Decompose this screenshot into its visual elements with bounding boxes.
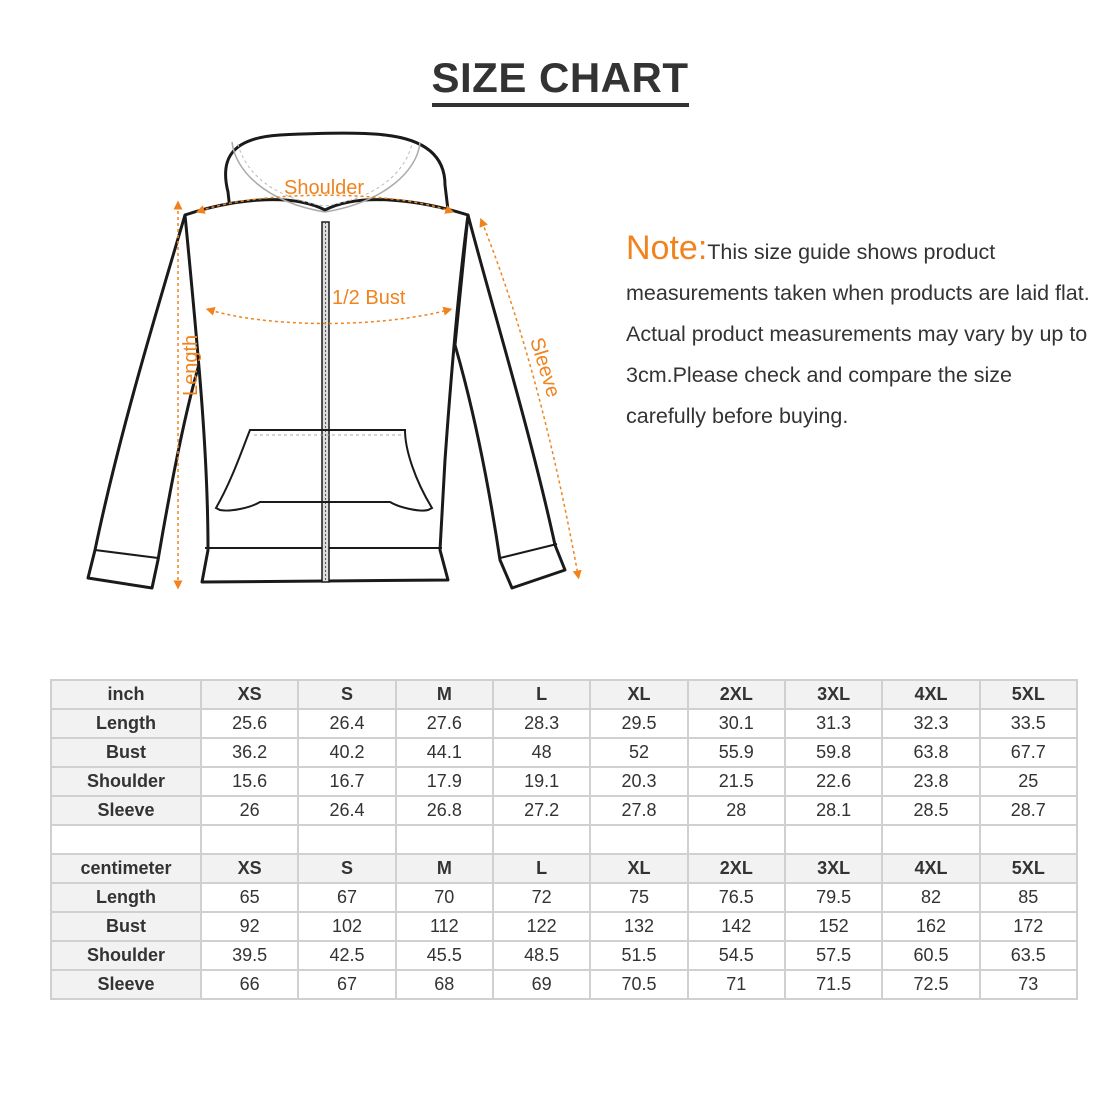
table-cell: 75 [590, 883, 687, 912]
row-label: Bust [51, 912, 201, 941]
table-cell: 26.4 [298, 796, 395, 825]
table-cell: 16.7 [298, 767, 395, 796]
note-label: Note: [626, 229, 708, 267]
row-label: Shoulder [51, 767, 201, 796]
size-header: 2XL [688, 680, 785, 709]
spacer-cell [590, 825, 687, 854]
table-cell: 45.5 [396, 941, 493, 970]
size-header: L [493, 854, 590, 883]
table-cell: 28.3 [493, 709, 590, 738]
size-header: 4XL [882, 854, 979, 883]
row-label: Bust [51, 738, 201, 767]
table-cell: 33.5 [980, 709, 1077, 738]
table-cell: 72.5 [882, 970, 979, 999]
header-row [51, 854, 1077, 883]
table-cell: 76.5 [688, 883, 785, 912]
table-cell: 36.2 [201, 738, 298, 767]
table-cell: 23.8 [882, 767, 979, 796]
table-cell: 162 [882, 912, 979, 941]
sleeve-label: Sleeve [525, 335, 565, 400]
table-cell: 85 [980, 883, 1077, 912]
table-cell: 122 [493, 912, 590, 941]
table-cell: 71.5 [785, 970, 882, 999]
spacer-cell [493, 825, 590, 854]
spacer-cell [688, 825, 785, 854]
table-cell: 51.5 [590, 941, 687, 970]
right-sleeve [455, 215, 565, 588]
table-cell: 55.9 [688, 738, 785, 767]
table-cell: 28.5 [882, 796, 979, 825]
row-label: Length [51, 709, 201, 738]
table-cell: 70.5 [590, 970, 687, 999]
size-header: M [396, 680, 493, 709]
table-cell: 54.5 [688, 941, 785, 970]
size-header: 5XL [980, 680, 1077, 709]
table-cell: 79.5 [785, 883, 882, 912]
table-cell: 28.1 [785, 796, 882, 825]
row-label: Shoulder [51, 941, 201, 970]
size-header: XL [590, 854, 687, 883]
table-cell: 15.6 [201, 767, 298, 796]
table-cell: 27.8 [590, 796, 687, 825]
size-header: 3XL [785, 854, 882, 883]
table-cell: 31.3 [785, 709, 882, 738]
table-row [51, 941, 1077, 970]
table-cell: 27.2 [493, 796, 590, 825]
table-cell: 25.6 [201, 709, 298, 738]
table-cell: 152 [785, 912, 882, 941]
table-cell: 142 [688, 912, 785, 941]
table-cell: 67 [298, 883, 395, 912]
table-row [51, 883, 1077, 912]
table-cell: 22.6 [785, 767, 882, 796]
spacer-cell [785, 825, 882, 854]
table-cell: 30.1 [688, 709, 785, 738]
table-row [51, 970, 1077, 999]
table-cell: 63.8 [882, 738, 979, 767]
table-cell: 19.1 [493, 767, 590, 796]
size-header: 5XL [980, 854, 1077, 883]
table-cell: 28.7 [980, 796, 1077, 825]
table-cell: 21.5 [688, 767, 785, 796]
table-cell: 26.8 [396, 796, 493, 825]
table-cell: 102 [298, 912, 395, 941]
left-sleeve [88, 215, 205, 588]
table-cell: 132 [590, 912, 687, 941]
spacer-cell [980, 825, 1077, 854]
size-header: 2XL [688, 854, 785, 883]
table-cell: 39.5 [201, 941, 298, 970]
table-row [51, 738, 1077, 767]
size-table [50, 679, 1078, 1000]
table-row [51, 796, 1077, 825]
spacer-cell [51, 825, 201, 854]
length-label: Length [180, 334, 202, 396]
table-cell: 40.2 [298, 738, 395, 767]
table-cell: 67.7 [980, 738, 1077, 767]
note-text: This size guide shows product measurements taken when products are laid flat. Actual product measurements may vary by up to 3cm.Please check and compare the size carefully before buying. [626, 240, 1090, 428]
table-row [51, 767, 1077, 796]
table-row [51, 912, 1077, 941]
table-cell: 32.3 [882, 709, 979, 738]
table-cell: 57.5 [785, 941, 882, 970]
table-cell: 72 [493, 883, 590, 912]
size-header: 4XL [882, 680, 979, 709]
size-header: S [298, 680, 395, 709]
table-cell: 67 [298, 970, 395, 999]
page-title-wrap [0, 54, 1120, 102]
bust-label: 1/2 Bust [332, 287, 406, 309]
size-header: 3XL [785, 680, 882, 709]
row-label: Sleeve [51, 970, 201, 999]
table-cell: 70 [396, 883, 493, 912]
table-cell: 63.5 [980, 941, 1077, 970]
size-header: XL [590, 680, 687, 709]
spacer-cell [298, 825, 395, 854]
table-cell: 20.3 [590, 767, 687, 796]
table-cell: 26 [201, 796, 298, 825]
table-cell: 71 [688, 970, 785, 999]
page-title: SIZE CHART [432, 54, 689, 107]
spacer-cell [882, 825, 979, 854]
table-cell: 42.5 [298, 941, 395, 970]
table-cell: 92 [201, 912, 298, 941]
table-cell: 172 [980, 912, 1077, 941]
table-cell: 60.5 [882, 941, 979, 970]
table-cell: 28 [688, 796, 785, 825]
row-label: Sleeve [51, 796, 201, 825]
table-cell: 27.6 [396, 709, 493, 738]
shoulder-label: Shoulder [284, 177, 365, 199]
table-cell: 17.9 [396, 767, 493, 796]
table-cell: 48 [493, 738, 590, 767]
spacer-row [51, 825, 1077, 854]
table-cell: 112 [396, 912, 493, 941]
table-cell: 69 [493, 970, 590, 999]
size-header: S [298, 854, 395, 883]
table-cell: 25 [980, 767, 1077, 796]
table-cell: 73 [980, 970, 1077, 999]
table-cell: 68 [396, 970, 493, 999]
table-cell: 48.5 [493, 941, 590, 970]
header-row [51, 680, 1077, 709]
size-header: XS [201, 680, 298, 709]
table-cell: 59.8 [785, 738, 882, 767]
note-block [626, 228, 1096, 437]
size-table-body [51, 680, 1077, 999]
hoodie-diagram [60, 130, 600, 600]
table-cell: 66 [201, 970, 298, 999]
table-cell: 29.5 [590, 709, 687, 738]
unit-header: inch [51, 680, 201, 709]
row-label: Length [51, 883, 201, 912]
spacer-cell [396, 825, 493, 854]
table-cell: 52 [590, 738, 687, 767]
table-row [51, 709, 1077, 738]
table-cell: 65 [201, 883, 298, 912]
table-cell: 44.1 [396, 738, 493, 767]
table-cell: 26.4 [298, 709, 395, 738]
unit-header: centimeter [51, 854, 201, 883]
spacer-cell [201, 825, 298, 854]
size-header: L [493, 680, 590, 709]
table-cell: 82 [882, 883, 979, 912]
size-header: XS [201, 854, 298, 883]
size-header: M [396, 854, 493, 883]
